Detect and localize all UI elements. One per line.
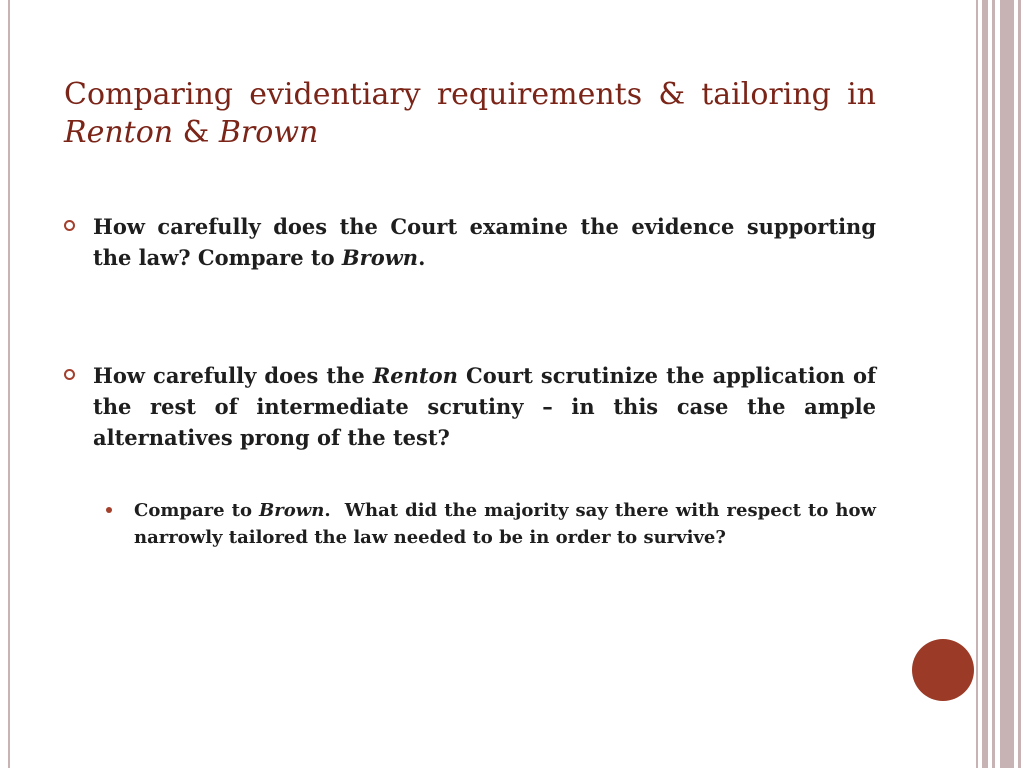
- bullet-ring-icon: [64, 220, 75, 231]
- bullet-text-part: Court scrutinize the application of the rest of intermediate scrutiny – in this case the ample alternatives prong of the test?: [93, 363, 876, 450]
- decorative-circle: [912, 639, 974, 701]
- bullet-item: [64, 360, 876, 453]
- right-decorative-stripes: [976, 0, 1024, 768]
- sub-bullet-text-part: . What did the majority say there with respect to how narrowly tailored the law needed to be in order to survive?: [134, 500, 883, 548]
- bullet-text-part: How carefully does the: [93, 363, 373, 388]
- bullet-item: [64, 211, 876, 273]
- stripe: [992, 0, 995, 768]
- bullet-text: [93, 360, 876, 453]
- bullet-italic: Renton: [372, 363, 458, 388]
- sub-bullet-italic: Brown: [259, 500, 325, 521]
- title-ampersand: &: [173, 115, 219, 150]
- sub-bullet-text-part: Compare to: [134, 500, 260, 521]
- bullet-text-part: How carefully does the Court examine the evidence supporting the law? Compare to: [93, 214, 876, 270]
- bullet-text: [93, 211, 876, 273]
- stripe: [982, 0, 988, 768]
- title-case-brown: Brown: [218, 115, 319, 150]
- title-text: Comparing evidentiary requirements & tailoring in: [64, 77, 876, 112]
- sub-bullet-text: [134, 497, 883, 551]
- stripe: [1018, 0, 1021, 768]
- bullet-dot-icon: [106, 507, 112, 513]
- bullet-text-part: .: [418, 245, 426, 270]
- left-border-line: [8, 0, 10, 768]
- stripe: [1000, 0, 1014, 768]
- sub-bullet-item: [106, 497, 883, 551]
- bullet-ring-icon: [64, 369, 75, 380]
- title-case-renton: Renton: [64, 115, 174, 150]
- stripe: [976, 0, 978, 768]
- bullet-italic: Brown: [341, 245, 419, 270]
- slide-title: [64, 76, 876, 152]
